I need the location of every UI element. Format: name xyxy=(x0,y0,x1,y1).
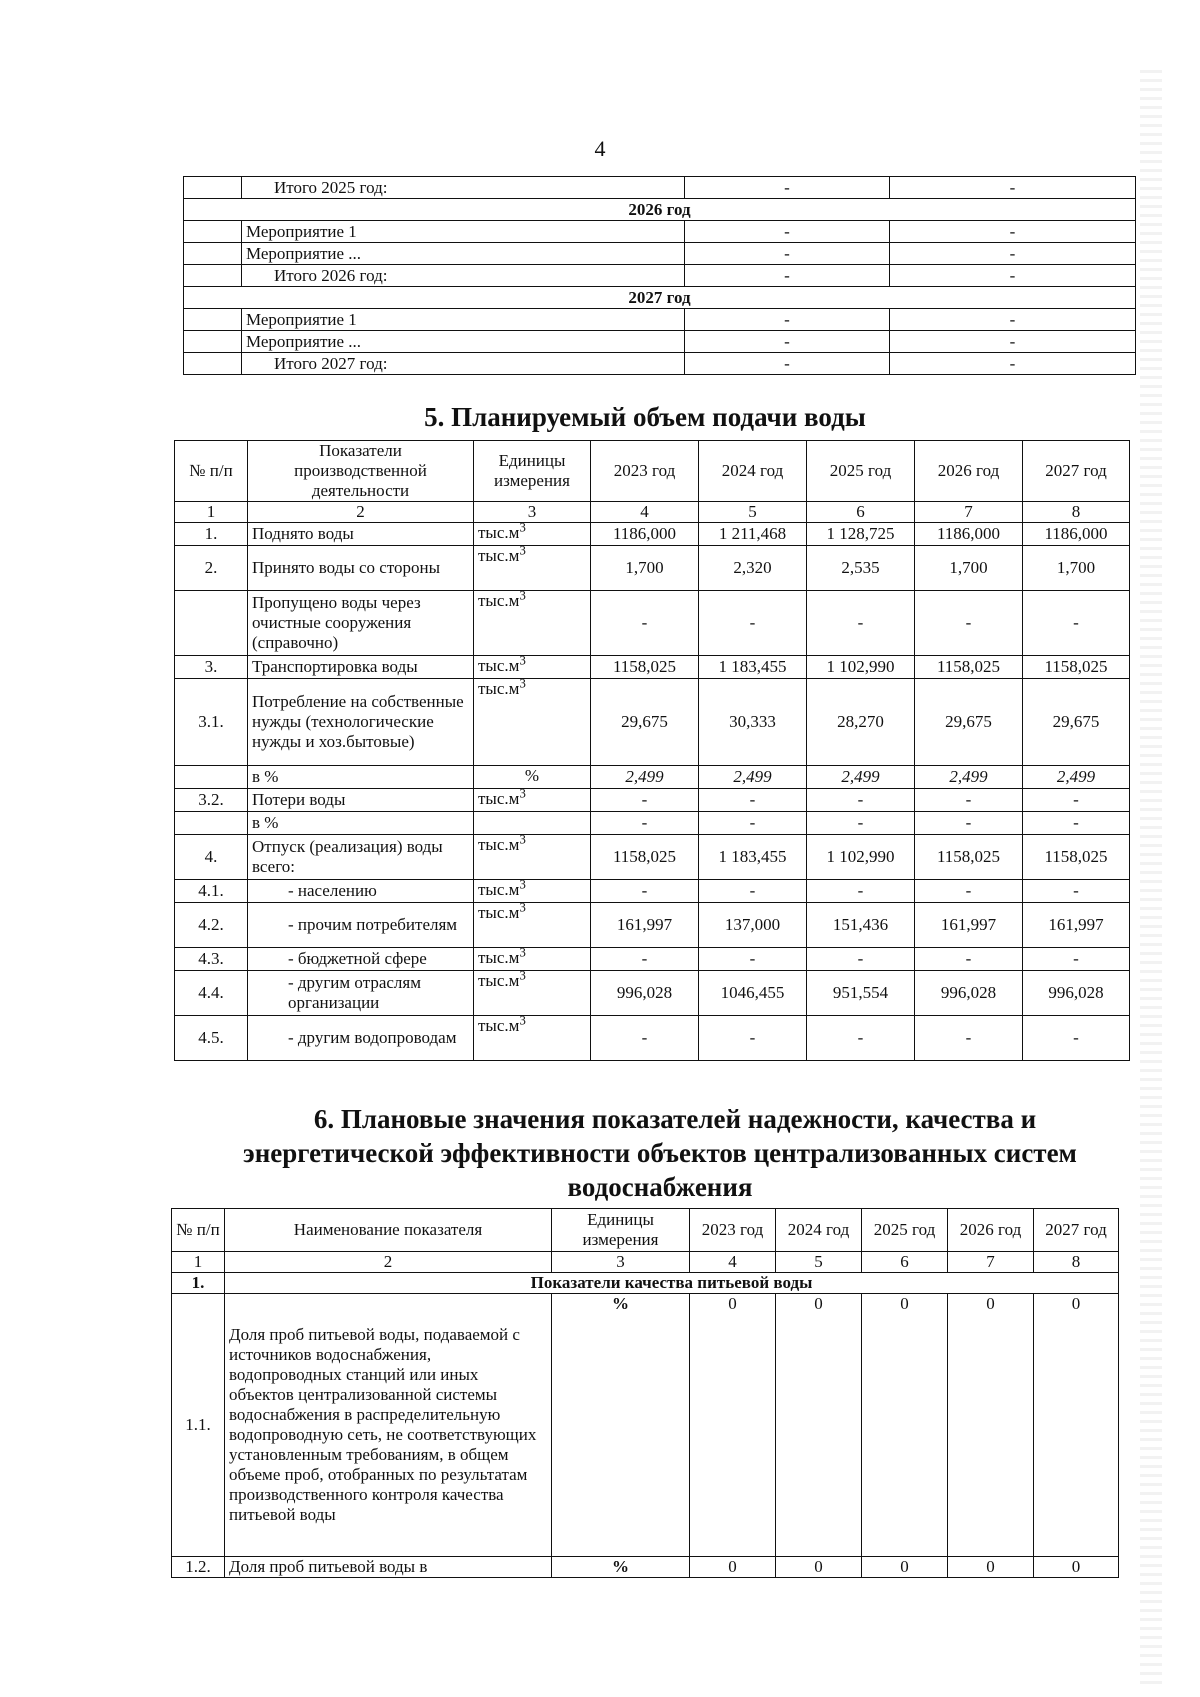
column-number: 6 xyxy=(862,1252,948,1273)
value-cell: 2,499 xyxy=(807,766,915,789)
unit-superscript: 3 xyxy=(519,678,526,691)
value-cell: 0 xyxy=(862,1557,948,1578)
unit-superscript: 3 xyxy=(519,590,526,603)
value-cell: - xyxy=(890,243,1136,265)
unit-text: тыс.м xyxy=(478,656,520,675)
column-number: 8 xyxy=(1034,1252,1119,1273)
section-6-title-line-2: энергетической эффективности объектов централизованных систем xyxy=(243,1138,1077,1168)
value-cell: 137,000 xyxy=(699,903,807,948)
value-cell: - xyxy=(685,353,890,375)
unit-cell xyxy=(474,546,591,591)
value-cell: - xyxy=(685,309,890,331)
value-cell: - xyxy=(890,265,1136,287)
value-cell: 1186,000 xyxy=(1023,523,1130,546)
value-cell: 0 xyxy=(948,1294,1034,1557)
unit-cell xyxy=(474,835,591,880)
indicator-name: Доля проб питьевой воды в xyxy=(225,1557,552,1578)
value-cell: - xyxy=(915,880,1023,903)
unit-superscript: 3 xyxy=(519,788,526,801)
column-header: 2024 год xyxy=(699,441,807,502)
value-cell: 151,436 xyxy=(807,903,915,948)
value-cell: 2,499 xyxy=(1023,766,1130,789)
indicator-name: - населению xyxy=(248,880,474,903)
indicator-name: Транспортировка воды xyxy=(248,656,474,679)
value-cell: 28,270 xyxy=(807,679,915,766)
value-cell: - xyxy=(915,789,1023,812)
value-cell: 1 102,990 xyxy=(807,656,915,679)
row-number xyxy=(184,353,242,375)
value-cell: 161,997 xyxy=(591,903,699,948)
row-number: 4.4. xyxy=(175,971,248,1016)
value-cell: - xyxy=(1023,1016,1130,1061)
value-cell: - xyxy=(1023,880,1130,903)
unit-superscript: 3 xyxy=(519,879,526,892)
value-cell: 29,675 xyxy=(1023,679,1130,766)
unit-text: тыс.м xyxy=(478,835,520,854)
value-cell: 1 211,468 xyxy=(699,523,807,546)
unit-text: тыс.м xyxy=(478,971,520,990)
value-cell: 1,700 xyxy=(1023,546,1130,591)
unit-superscript: 3 xyxy=(519,655,526,668)
value-cell: - xyxy=(699,1016,807,1061)
column-number: 1 xyxy=(172,1252,225,1273)
data-row xyxy=(175,812,1130,835)
row-number: 4.5. xyxy=(175,1016,248,1061)
value-cell: - xyxy=(807,948,915,971)
column-number: 7 xyxy=(948,1252,1034,1273)
value-cell: 1046,455 xyxy=(699,971,807,1016)
value-cell: 1158,025 xyxy=(591,835,699,880)
value-cell: 1158,025 xyxy=(591,656,699,679)
indicators-table xyxy=(171,1208,1119,1578)
value-cell: 0 xyxy=(776,1557,862,1578)
column-number: 3 xyxy=(552,1252,690,1273)
column-header: 2025 год xyxy=(862,1209,948,1252)
column-header: 2026 год xyxy=(948,1209,1034,1252)
activity-row xyxy=(184,309,1136,331)
activity-row xyxy=(184,265,1136,287)
value-cell: - xyxy=(915,812,1023,835)
value-cell: - xyxy=(591,1016,699,1061)
indicator-name: в % xyxy=(248,812,474,835)
unit-cell xyxy=(474,1016,591,1061)
column-header: 2027 год xyxy=(1023,441,1130,502)
total-label: Итого 2026 год: xyxy=(242,265,685,287)
indicator-name: Принято воды со стороны xyxy=(248,546,474,591)
value-cell: - xyxy=(699,880,807,903)
header-row xyxy=(175,441,1130,502)
total-label: Итого 2027 год: xyxy=(242,353,685,375)
row-number xyxy=(184,221,242,243)
row-number xyxy=(184,243,242,265)
group-row xyxy=(172,1273,1119,1294)
value-cell: 0 xyxy=(776,1294,862,1557)
column-number: 3 xyxy=(474,502,591,523)
column-number: 6 xyxy=(807,502,915,523)
value-cell: - xyxy=(1023,789,1130,812)
value-cell: - xyxy=(685,331,890,353)
column-header: № п/п xyxy=(175,441,248,502)
value-cell: 161,997 xyxy=(1023,903,1130,948)
activity-row xyxy=(184,287,1136,309)
value-cell: 0 xyxy=(948,1557,1034,1578)
activity-row xyxy=(184,243,1136,265)
unit-superscript: 3 xyxy=(519,902,526,915)
value-cell: - xyxy=(890,331,1136,353)
row-number: 1.2. xyxy=(172,1557,225,1578)
value-cell: - xyxy=(685,243,890,265)
unit-cell xyxy=(474,971,591,1016)
indicator-name: Пропущено воды через очистные сооружения (справочно) xyxy=(248,591,474,656)
section-6-title xyxy=(190,1102,1130,1204)
unit-superscript: 3 xyxy=(519,522,526,535)
activity-row xyxy=(184,221,1136,243)
value-cell: 1186,000 xyxy=(915,523,1023,546)
unit-text: тыс.м xyxy=(478,546,520,565)
value-cell: - xyxy=(699,948,807,971)
value-cell: - xyxy=(915,948,1023,971)
value-cell: - xyxy=(890,221,1136,243)
value-cell: 29,675 xyxy=(915,679,1023,766)
indicator-row xyxy=(172,1557,1119,1578)
value-cell: - xyxy=(591,948,699,971)
activity-name: Мероприятие ... xyxy=(242,331,685,353)
value-cell: - xyxy=(807,1016,915,1061)
unit-cell xyxy=(474,656,591,679)
value-cell: - xyxy=(685,221,890,243)
row-number: 1.1. xyxy=(172,1294,225,1557)
data-row xyxy=(175,880,1130,903)
unit-cell xyxy=(474,789,591,812)
section-5-title: 5. Планируемый объем подачи воды xyxy=(424,402,866,432)
value-cell: - xyxy=(699,591,807,656)
value-cell: 0 xyxy=(1034,1557,1119,1578)
row-number xyxy=(175,591,248,656)
data-row xyxy=(175,679,1130,766)
data-row xyxy=(175,591,1130,656)
value-cell: 1 128,725 xyxy=(807,523,915,546)
group-title: Показатели качества питьевой воды xyxy=(225,1273,1119,1294)
value-cell: - xyxy=(890,309,1136,331)
column-number: 2 xyxy=(225,1252,552,1273)
value-cell: - xyxy=(591,789,699,812)
column-header: Наименование показателя xyxy=(225,1209,552,1252)
value-cell: 29,675 xyxy=(591,679,699,766)
value-cell: 1 183,455 xyxy=(699,835,807,880)
value-cell: - xyxy=(807,591,915,656)
value-cell: - xyxy=(1023,591,1130,656)
value-cell: 1 102,990 xyxy=(807,835,915,880)
value-cell: - xyxy=(699,812,807,835)
column-header: Единицы измерения xyxy=(474,441,591,502)
row-number xyxy=(184,177,242,199)
indicator-name: - другим отраслям организации xyxy=(248,971,474,1016)
unit-cell: % xyxy=(552,1294,690,1557)
activity-name: Мероприятие 1 xyxy=(242,309,685,331)
column-header: 2027 год xyxy=(1034,1209,1119,1252)
indicator-name: Потери воды xyxy=(248,789,474,812)
unit-cell xyxy=(474,880,591,903)
unit-superscript: 3 xyxy=(519,947,526,960)
value-cell: - xyxy=(807,880,915,903)
column-header: Показатели производственной деятельности xyxy=(248,441,474,502)
value-cell: 0 xyxy=(1034,1294,1119,1557)
value-cell: 1,700 xyxy=(591,546,699,591)
column-header: Единицы измерения xyxy=(552,1209,690,1252)
unit-cell xyxy=(474,591,591,656)
row-number xyxy=(184,331,242,353)
value-cell: - xyxy=(1023,812,1130,835)
value-cell: 996,028 xyxy=(1023,971,1130,1016)
value-cell: 1186,000 xyxy=(591,523,699,546)
total-label: Итого 2025 год: xyxy=(242,177,685,199)
scan-edge-noise xyxy=(1140,70,1162,1690)
value-cell: 30,333 xyxy=(699,679,807,766)
row-number xyxy=(175,766,248,789)
value-cell: - xyxy=(591,591,699,656)
value-cell: 1,700 xyxy=(915,546,1023,591)
value-cell: 1 183,455 xyxy=(699,656,807,679)
activity-name: Мероприятие 1 xyxy=(242,221,685,243)
data-row xyxy=(175,523,1130,546)
value-cell: 2,499 xyxy=(699,766,807,789)
value-cell: - xyxy=(699,789,807,812)
value-cell: 996,028 xyxy=(591,971,699,1016)
unit-text: тыс.м xyxy=(478,948,520,967)
value-cell: 1158,025 xyxy=(915,835,1023,880)
value-cell: 2,499 xyxy=(915,766,1023,789)
row-number xyxy=(184,309,242,331)
unit-cell xyxy=(474,903,591,948)
unit-superscript: 3 xyxy=(519,545,526,558)
column-header: 2023 год xyxy=(690,1209,776,1252)
data-row xyxy=(175,971,1130,1016)
value-cell: - xyxy=(591,880,699,903)
data-row xyxy=(175,1016,1130,1061)
row-number: 2. xyxy=(175,546,248,591)
data-row xyxy=(175,546,1130,591)
column-header: 2023 год xyxy=(591,441,699,502)
row-number: 3.1. xyxy=(175,679,248,766)
indicator-row xyxy=(172,1294,1119,1557)
column-header: 2026 год xyxy=(915,441,1023,502)
row-number: 3.2. xyxy=(175,789,248,812)
unit-superscript: 3 xyxy=(519,834,526,847)
indicator-name: - прочим потребителям xyxy=(248,903,474,948)
indicator-name: в % xyxy=(248,766,474,789)
column-number-row xyxy=(172,1252,1119,1273)
value-cell: 996,028 xyxy=(915,971,1023,1016)
value-cell: - xyxy=(1023,948,1130,971)
water-supply-table xyxy=(174,440,1130,1061)
unit-text: тыс.м xyxy=(478,591,520,610)
data-row xyxy=(175,903,1130,948)
indicator-name: Поднято воды xyxy=(248,523,474,546)
value-cell: - xyxy=(685,177,890,199)
header-row xyxy=(172,1209,1119,1252)
unit-cell: % xyxy=(474,766,591,789)
column-header: 2024 год xyxy=(776,1209,862,1252)
unit-text: тыс.м xyxy=(478,1016,520,1035)
data-row xyxy=(175,656,1130,679)
column-number: 5 xyxy=(699,502,807,523)
row-number xyxy=(175,812,248,835)
value-cell: 0 xyxy=(690,1557,776,1578)
unit-cell xyxy=(474,812,591,835)
value-cell: - xyxy=(915,591,1023,656)
indicator-name: - другим водопроводам xyxy=(248,1016,474,1061)
indicator-name: - бюджетной сфере xyxy=(248,948,474,971)
value-cell: - xyxy=(915,1016,1023,1061)
value-cell: 0 xyxy=(690,1294,776,1557)
indicator-name: Доля проб питьевой воды, подаваемой с источников водоснабжения, водопроводных станций или иных объектов централизованной системы водоснабжения в распределительную водопроводную сеть, не соответствующих установленным требованиям, в общем объеме проб, отобранных по результатам производственного контроля качества питьевой воды xyxy=(225,1294,552,1557)
value-cell: - xyxy=(890,353,1136,375)
value-cell: 1158,025 xyxy=(1023,656,1130,679)
row-number: 4.3. xyxy=(175,948,248,971)
unit-text: тыс.м xyxy=(478,903,520,922)
data-row xyxy=(175,835,1130,880)
data-row xyxy=(175,789,1130,812)
unit-text: тыс.м xyxy=(478,880,520,899)
value-cell: 951,554 xyxy=(807,971,915,1016)
value-cell: 1158,025 xyxy=(915,656,1023,679)
unit-cell xyxy=(474,679,591,766)
unit-superscript: 3 xyxy=(519,970,526,983)
column-number: 8 xyxy=(1023,502,1130,523)
row-number: 4.1. xyxy=(175,880,248,903)
unit-text: тыс.м xyxy=(478,789,520,808)
indicator-name: Потребление на собственные нужды (технологические нужды и хоз.бытовые) xyxy=(248,679,474,766)
value-cell: 2,499 xyxy=(591,766,699,789)
column-header: 2025 год xyxy=(807,441,915,502)
year-header: 2027 год xyxy=(184,287,1136,309)
column-number: 5 xyxy=(776,1252,862,1273)
group-number: 1. xyxy=(172,1273,225,1294)
column-number: 1 xyxy=(175,502,248,523)
unit-cell xyxy=(474,948,591,971)
value-cell: - xyxy=(807,812,915,835)
row-number: 3. xyxy=(175,656,248,679)
unit-text: тыс.м xyxy=(478,679,520,698)
activity-row xyxy=(184,199,1136,221)
value-cell: 2,535 xyxy=(807,546,915,591)
value-cell: 1158,025 xyxy=(1023,835,1130,880)
section-6-title-line-1: 6. Плановые значения показателей надежности, качества и xyxy=(313,1104,1037,1134)
activity-row xyxy=(184,177,1136,199)
row-number: 4.2. xyxy=(175,903,248,948)
data-row xyxy=(175,766,1130,789)
column-number: 2 xyxy=(248,502,474,523)
column-number: 4 xyxy=(690,1252,776,1273)
column-number: 4 xyxy=(591,502,699,523)
section-6-title-line-3: водоснабжения xyxy=(567,1172,753,1202)
column-number-row xyxy=(175,502,1130,523)
value-cell: 2,320 xyxy=(699,546,807,591)
unit-cell: % xyxy=(552,1557,690,1578)
activity-row xyxy=(184,331,1136,353)
value-cell: - xyxy=(591,812,699,835)
column-header: № п/п xyxy=(172,1209,225,1252)
indicator-name: Отпуск (реализация) воды всего: xyxy=(248,835,474,880)
value-cell: - xyxy=(807,789,915,812)
column-number: 7 xyxy=(915,502,1023,523)
activity-name: Мероприятие ... xyxy=(242,243,685,265)
page-number: 4 xyxy=(594,136,606,161)
row-number: 4. xyxy=(175,835,248,880)
data-row xyxy=(175,948,1130,971)
value-cell: 0 xyxy=(862,1294,948,1557)
unit-cell xyxy=(474,523,591,546)
unit-text: тыс.м xyxy=(478,523,520,542)
year-header: 2026 год xyxy=(184,199,1136,221)
value-cell: - xyxy=(685,265,890,287)
value-cell: 161,997 xyxy=(915,903,1023,948)
row-number: 1. xyxy=(175,523,248,546)
activities-table xyxy=(183,176,1136,375)
value-cell: - xyxy=(890,177,1136,199)
activity-row xyxy=(184,353,1136,375)
row-number xyxy=(184,265,242,287)
unit-superscript: 3 xyxy=(519,1015,526,1028)
